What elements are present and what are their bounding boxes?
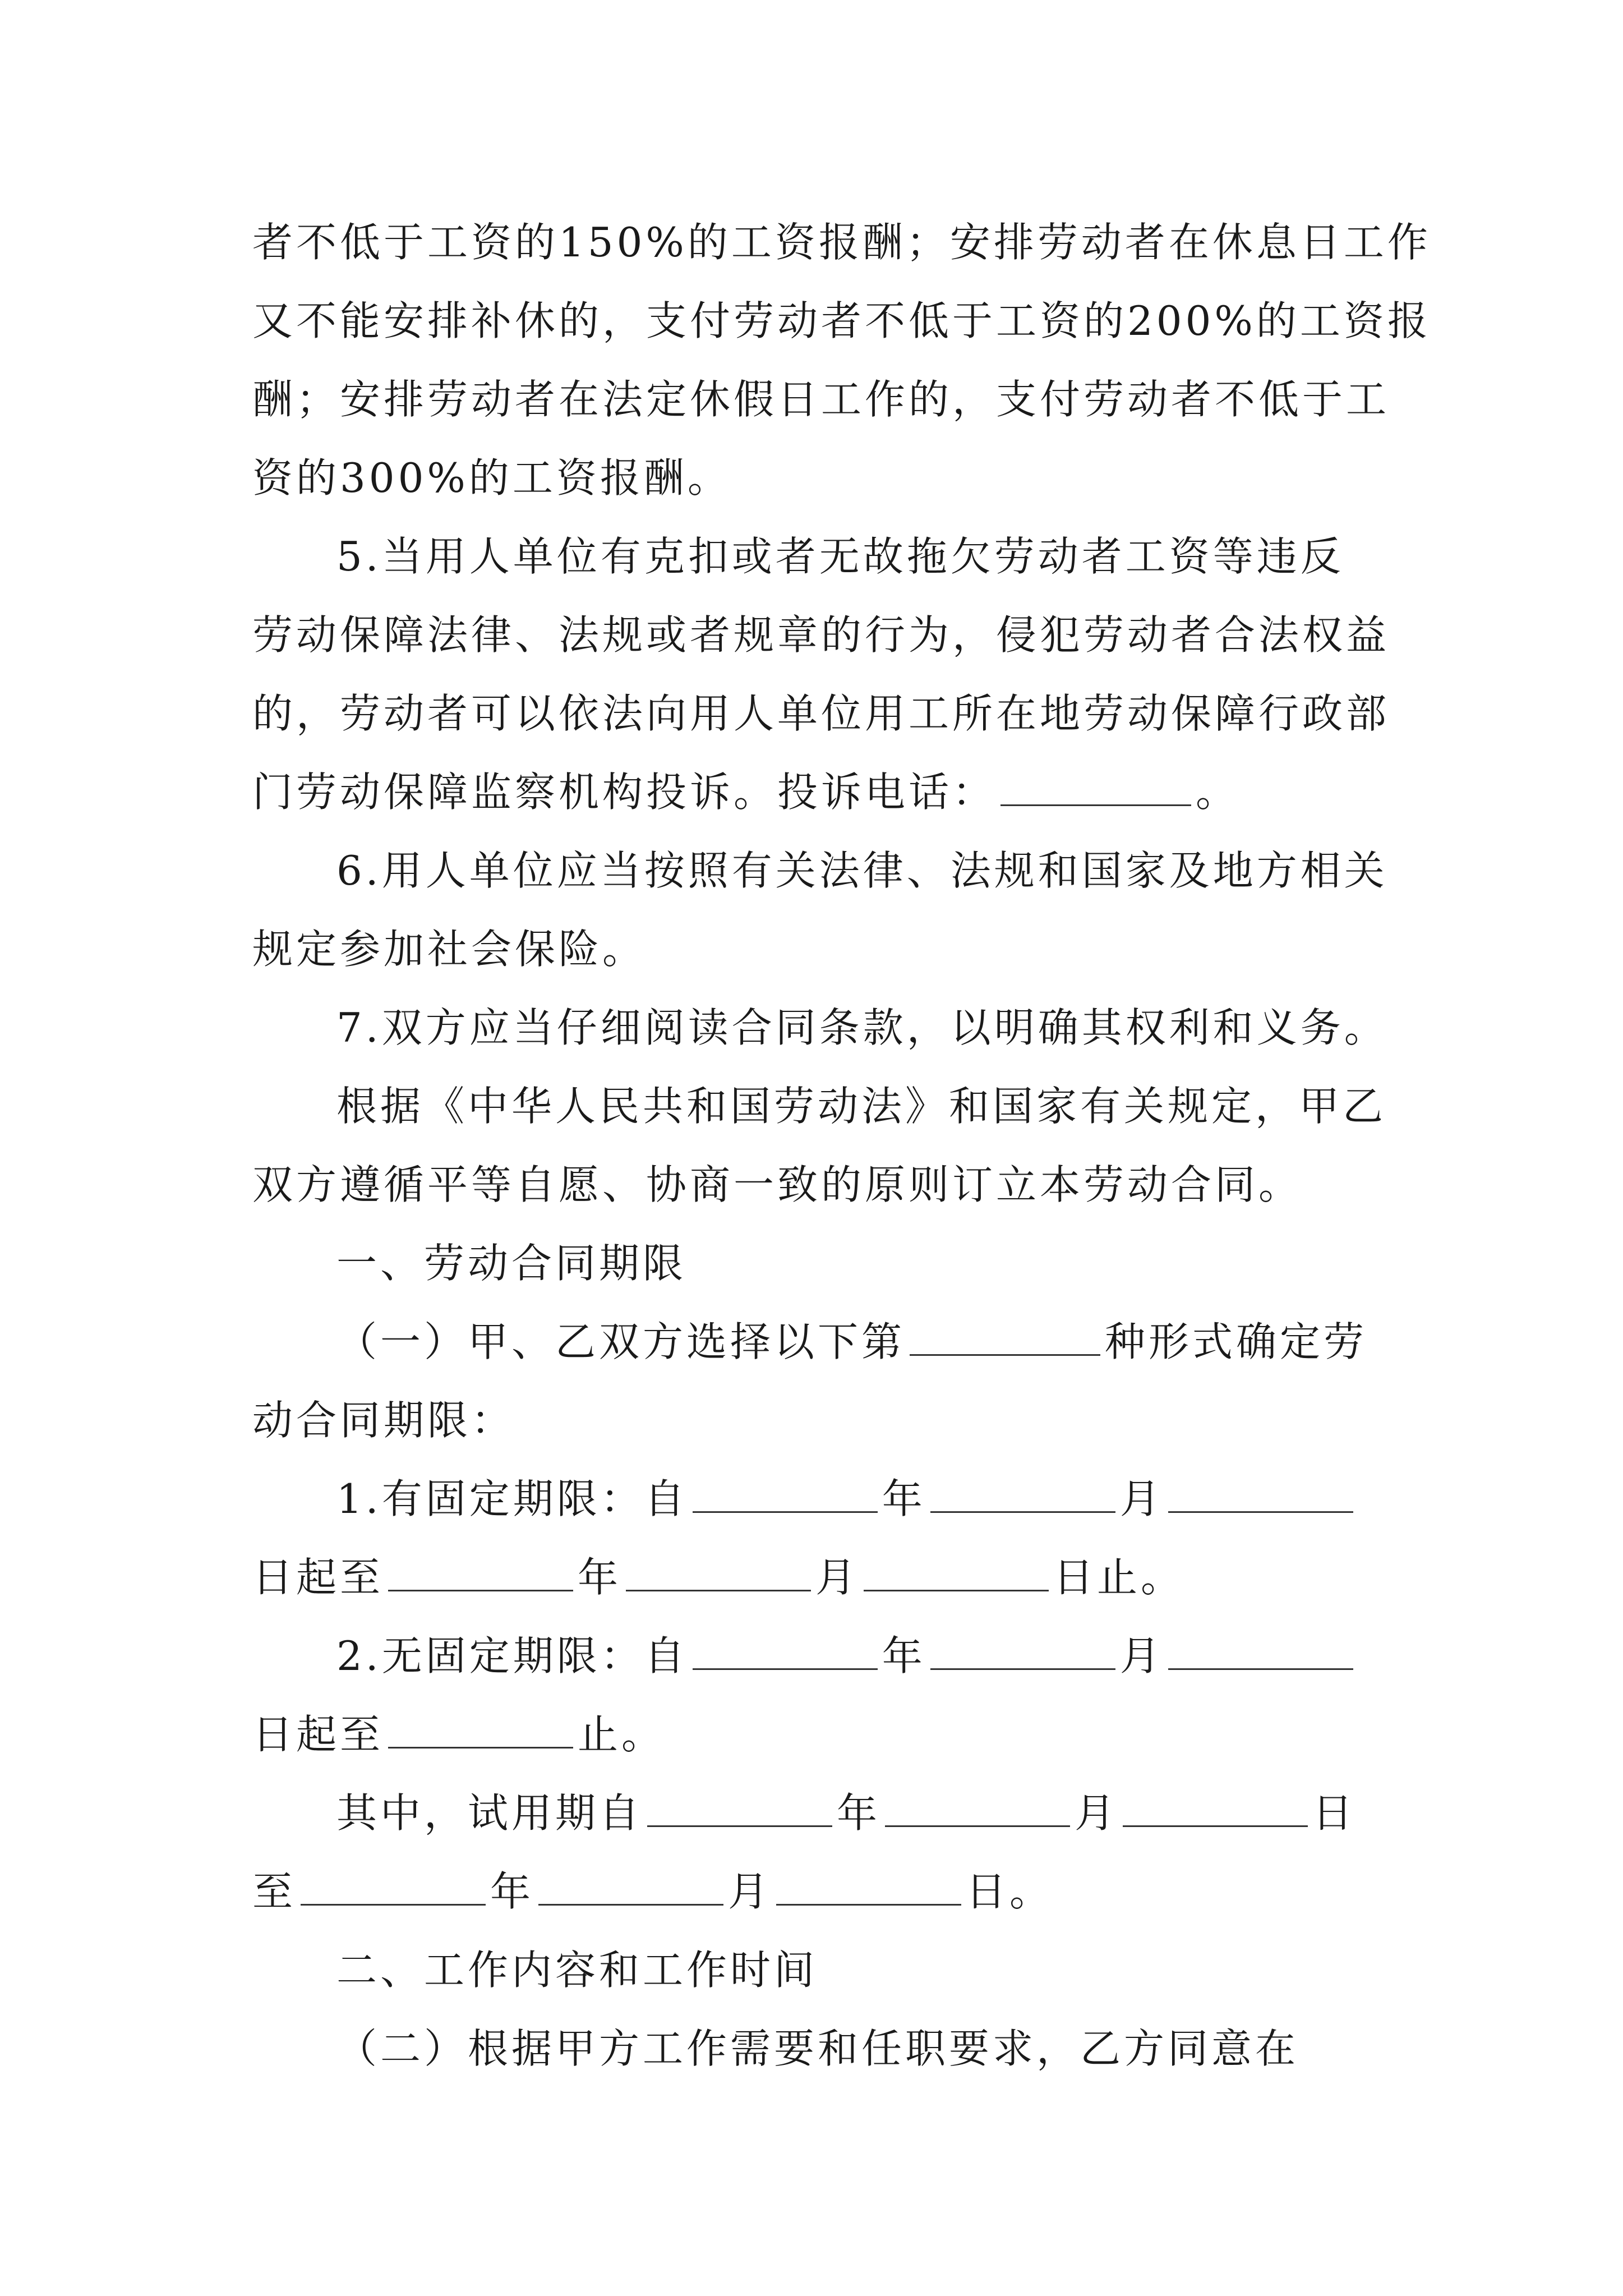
text-line: （二）根据甲方工作需要和任职要求，乙方同意在 [336, 2025, 1299, 2072]
text-line: 1.有固定期限：自 年 月 [336, 1465, 1458, 1533]
text-line: 2.无固定期限：自 年 月 [336, 1622, 1458, 1690]
text-line: 其中，试用期自 年 月 日 [336, 1789, 1357, 1837]
text-line: 至 年 月 日。 [252, 1868, 1054, 1915]
date-blank [301, 1868, 486, 1906]
date-blank [930, 1475, 1115, 1513]
form-choice-blank [910, 1318, 1100, 1356]
text-line: 资的300%的工资报酬。 [252, 454, 731, 501]
text-line: 劳动保障法律、法规或者规章的行为，侵犯劳动者合法权益 [252, 611, 1390, 659]
complaint-phone-blank [1000, 769, 1191, 806]
text-line: 者不低于工资的150%的工资报酬；安排劳动者在休息日工作 [252, 219, 1431, 266]
text-line: 动合同期限： [252, 1397, 515, 1444]
text-line: 双方遵循平等自愿、协商一致的原则订立本劳动合同。 [252, 1161, 1303, 1208]
text-line: 6.用人单位应当按照有关法律、法规和国家及地方相关 [336, 847, 1388, 894]
date-blank [538, 1868, 723, 1906]
date-blank [1123, 1789, 1308, 1827]
date-blank [864, 1554, 1049, 1591]
date-blank [693, 1475, 878, 1513]
date-blank [693, 1632, 878, 1670]
text-line: （一）甲、乙双方选择以下第 种形式确定劳 [336, 1318, 1368, 1365]
text-line: 日起至 止。 [252, 1711, 666, 1758]
text-line: 酬；安排劳动者在法定休假日工作的，支付劳动者不低于工 [252, 376, 1390, 423]
text-line: 5.当用人单位有克扣或者无故拖欠劳动者工资等违反 [336, 533, 1344, 580]
text-line: 日起至 年 月 日止。 [252, 1554, 1185, 1601]
date-blank [388, 1554, 573, 1591]
text-line: 的，劳动者可以依法向用人单位用工所在地劳动保障行政部 [252, 690, 1390, 737]
date-blank [776, 1868, 961, 1906]
text-line: 门劳动保障监察机构投诉。投诉电话： 。 [252, 769, 1240, 816]
text-line: 根据《中华人民共和国劳动法》和国家有关规定，甲乙 [336, 1083, 1387, 1130]
text-line: 7.双方应当仔细阅读合同条款，以明确其权利和义务。 [336, 1004, 1388, 1051]
section-heading: 一、劳动合同期限 [336, 1240, 687, 1287]
section-heading: 二、工作内容和工作时间 [336, 1947, 818, 1994]
text-line: 规定参加社会保险。 [252, 926, 647, 973]
date-blank [388, 1711, 573, 1749]
date-blank [885, 1789, 1070, 1827]
date-blank [647, 1789, 832, 1827]
date-blank [1168, 1475, 1353, 1513]
date-blank [1168, 1632, 1353, 1670]
text-line: 又不能安排补休的，支付劳动者不低于工资的200%的工资报 [252, 297, 1431, 344]
date-blank [626, 1554, 811, 1591]
date-blank [930, 1632, 1115, 1670]
